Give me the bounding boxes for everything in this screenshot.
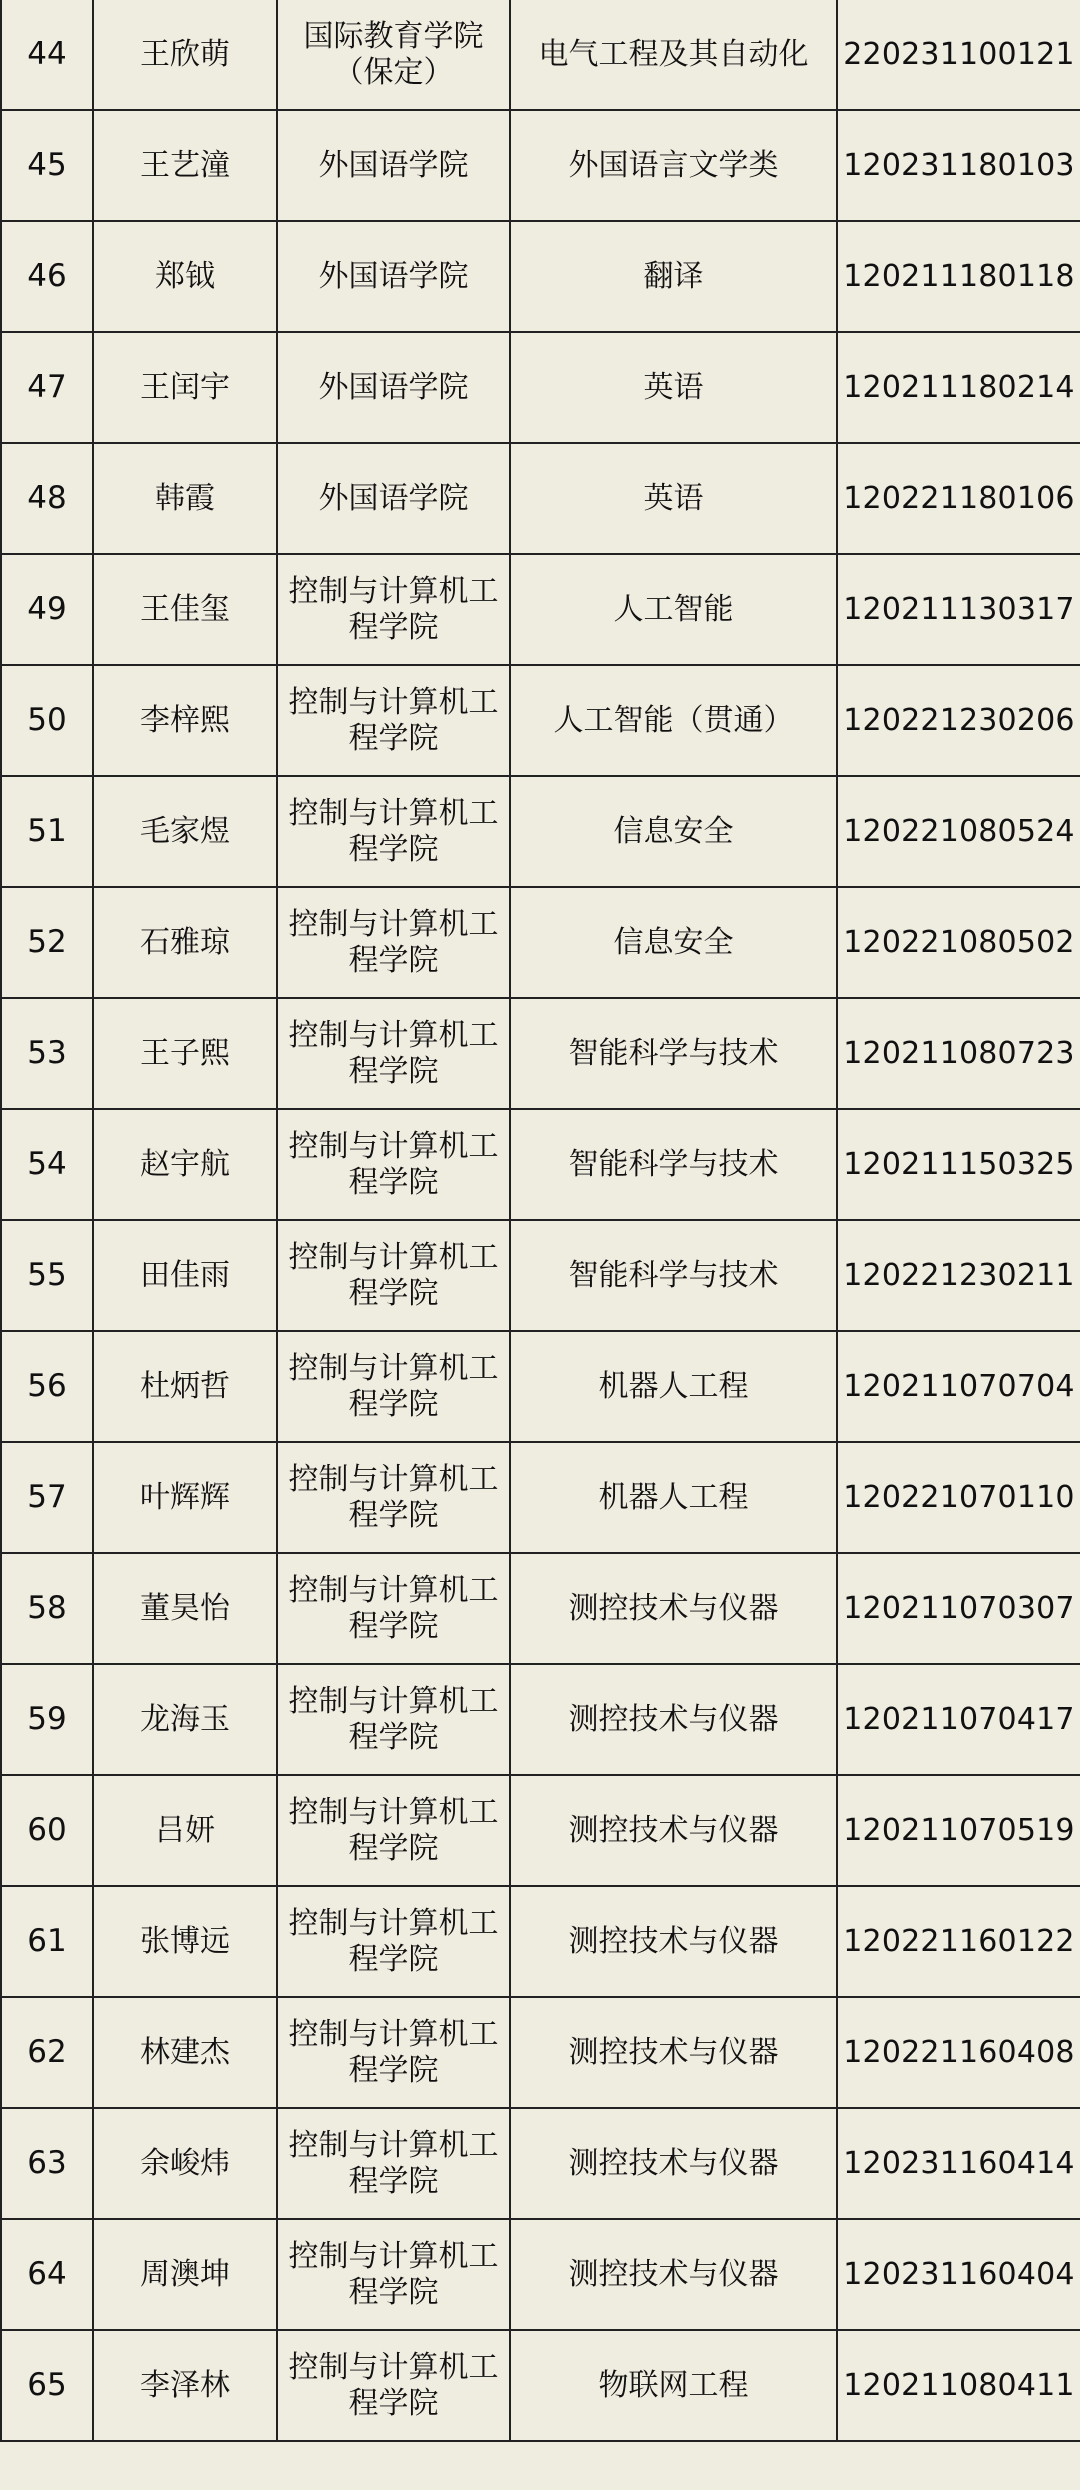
student-id: 120221180106: [837, 443, 1080, 554]
college-name: 控制与计算机工程学院: [277, 1775, 510, 1886]
student-name: 李梓熙: [93, 665, 277, 776]
college-name: 控制与计算机工程学院: [277, 1997, 510, 2108]
major-name: 电气工程及其自动化: [510, 0, 837, 110]
table-row: [1, 2219, 1080, 2330]
row-number: 47: [1, 332, 93, 443]
table-row: [1, 221, 1080, 332]
student-name: 石雅琼: [93, 887, 277, 998]
table-row: [1, 1220, 1080, 1331]
college-name: 控制与计算机工程学院: [277, 1553, 510, 1664]
student-id: 120211180214: [837, 332, 1080, 443]
row-number: 57: [1, 1442, 93, 1553]
college-name: 外国语学院: [277, 332, 510, 443]
table-row: [1, 1442, 1080, 1553]
major-name: 智能科学与技术: [510, 998, 837, 1109]
college-name: 控制与计算机工程学院: [277, 1109, 510, 1220]
student-id: 120211080411: [837, 2330, 1080, 2441]
major-name: 测控技术与仪器: [510, 1775, 837, 1886]
table-row: [1, 0, 1080, 110]
major-name: 人工智能（贯通）: [510, 665, 837, 776]
student-name: 李泽林: [93, 2330, 277, 2441]
student-id: 120211150325: [837, 1109, 1080, 1220]
college-name: 控制与计算机工程学院: [277, 776, 510, 887]
student-name: 王佳玺: [93, 554, 277, 665]
college-name: 控制与计算机工程学院: [277, 1664, 510, 1775]
major-name: 测控技术与仪器: [510, 1997, 837, 2108]
row-number: 58: [1, 1553, 93, 1664]
student-name: 郑钺: [93, 221, 277, 332]
major-name: 机器人工程: [510, 1442, 837, 1553]
major-name: 智能科学与技术: [510, 1109, 837, 1220]
table-row: [1, 665, 1080, 776]
student-name: 毛家煜: [93, 776, 277, 887]
student-id: 120221160408: [837, 1997, 1080, 2108]
row-number: 53: [1, 998, 93, 1109]
row-number: 65: [1, 2330, 93, 2441]
row-number: 56: [1, 1331, 93, 1442]
table-row: [1, 998, 1080, 1109]
student-name: 周澳坤: [93, 2219, 277, 2330]
row-number: 62: [1, 1997, 93, 2108]
student-id: 120231160404: [837, 2219, 1080, 2330]
major-name: 英语: [510, 443, 837, 554]
student-name: 王艺潼: [93, 110, 277, 221]
major-name: 测控技术与仪器: [510, 1553, 837, 1664]
student-id: 120211070519: [837, 1775, 1080, 1886]
major-name: 信息安全: [510, 776, 837, 887]
student-name: 龙海玉: [93, 1664, 277, 1775]
student-id: 120221160122: [837, 1886, 1080, 1997]
table-row: [1, 1109, 1080, 1220]
student-id: 120231180103: [837, 110, 1080, 221]
college-name: 外国语学院: [277, 443, 510, 554]
table-row: [1, 887, 1080, 998]
row-number: 49: [1, 554, 93, 665]
row-number: 64: [1, 2219, 93, 2330]
student-name: 赵宇航: [93, 1109, 277, 1220]
table-row: [1, 1775, 1080, 1886]
student-name: 林建杰: [93, 1997, 277, 2108]
college-name: 控制与计算机工程学院: [277, 1220, 510, 1331]
table-row: [1, 776, 1080, 887]
college-name: 控制与计算机工程学院: [277, 998, 510, 1109]
student-name: 董昊怡: [93, 1553, 277, 1664]
student-name: 余峻炜: [93, 2108, 277, 2219]
student-name: 张博远: [93, 1886, 277, 1997]
student-id: 120231160414: [837, 2108, 1080, 2219]
college-name: 控制与计算机工程学院: [277, 1331, 510, 1442]
row-number: 44: [1, 0, 93, 110]
row-number: 61: [1, 1886, 93, 1997]
row-number: 51: [1, 776, 93, 887]
college-name: 控制与计算机工程学院: [277, 554, 510, 665]
college-name: 控制与计算机工程学院: [277, 665, 510, 776]
row-number: 52: [1, 887, 93, 998]
student-name: 王欣萌: [93, 0, 277, 110]
major-name: 人工智能: [510, 554, 837, 665]
row-number: 55: [1, 1220, 93, 1331]
row-number: 45: [1, 110, 93, 221]
row-number: 59: [1, 1664, 93, 1775]
major-name: 测控技术与仪器: [510, 1886, 837, 1997]
major-name: 测控技术与仪器: [510, 1664, 837, 1775]
college-name: 国际教育学院（保定）: [277, 0, 510, 110]
college-name: 控制与计算机工程学院: [277, 1442, 510, 1553]
college-name: 控制与计算机工程学院: [277, 1886, 510, 1997]
college-name: 外国语学院: [277, 110, 510, 221]
table-row: [1, 1886, 1080, 1997]
student-list-body: [1, 0, 1080, 2441]
row-number: 46: [1, 221, 93, 332]
table-row: [1, 110, 1080, 221]
student-id: 120211070307: [837, 1553, 1080, 1664]
row-number: 54: [1, 1109, 93, 1220]
student-id: 120221080524: [837, 776, 1080, 887]
student-id: 120221070110: [837, 1442, 1080, 1553]
student-name: 叶辉辉: [93, 1442, 277, 1553]
row-number: 60: [1, 1775, 93, 1886]
major-name: 英语: [510, 332, 837, 443]
student-name: 吕妍: [93, 1775, 277, 1886]
table-row: [1, 1664, 1080, 1775]
student-id: 120221230206: [837, 665, 1080, 776]
student-name: 王闰宇: [93, 332, 277, 443]
major-name: 外国语言文学类: [510, 110, 837, 221]
student-name: 杜炳哲: [93, 1331, 277, 1442]
major-name: 测控技术与仪器: [510, 2219, 837, 2330]
student-id: 220231100121: [837, 0, 1080, 110]
table-row: [1, 1331, 1080, 1442]
college-name: 控制与计算机工程学院: [277, 887, 510, 998]
student-id: 120211070704: [837, 1331, 1080, 1442]
student-name: 王子熙: [93, 998, 277, 1109]
major-name: 信息安全: [510, 887, 837, 998]
table-row: [1, 2330, 1080, 2441]
student-id: 120211070417: [837, 1664, 1080, 1775]
table-row: [1, 1997, 1080, 2108]
row-number: 48: [1, 443, 93, 554]
major-name: 测控技术与仪器: [510, 2108, 837, 2219]
college-name: 外国语学院: [277, 221, 510, 332]
row-number: 50: [1, 665, 93, 776]
student-id: 120221080502: [837, 887, 1080, 998]
table-row: [1, 1553, 1080, 1664]
table-row: [1, 332, 1080, 443]
major-name: 物联网工程: [510, 2330, 837, 2441]
student-id: 120211080723: [837, 998, 1080, 1109]
college-name: 控制与计算机工程学院: [277, 2219, 510, 2330]
student-id: 120211130317: [837, 554, 1080, 665]
student-name: 韩霞: [93, 443, 277, 554]
major-name: 翻译: [510, 221, 837, 332]
college-name: 控制与计算机工程学院: [277, 2108, 510, 2219]
student-name: 田佳雨: [93, 1220, 277, 1331]
table-row: [1, 443, 1080, 554]
major-name: 机器人工程: [510, 1331, 837, 1442]
table-row: [1, 554, 1080, 665]
table-row: [1, 2108, 1080, 2219]
college-name: 控制与计算机工程学院: [277, 2330, 510, 2441]
student-id: 120221230211: [837, 1220, 1080, 1331]
row-number: 63: [1, 2108, 93, 2219]
major-name: 智能科学与技术: [510, 1220, 837, 1331]
student-id: 120211180118: [837, 221, 1080, 332]
